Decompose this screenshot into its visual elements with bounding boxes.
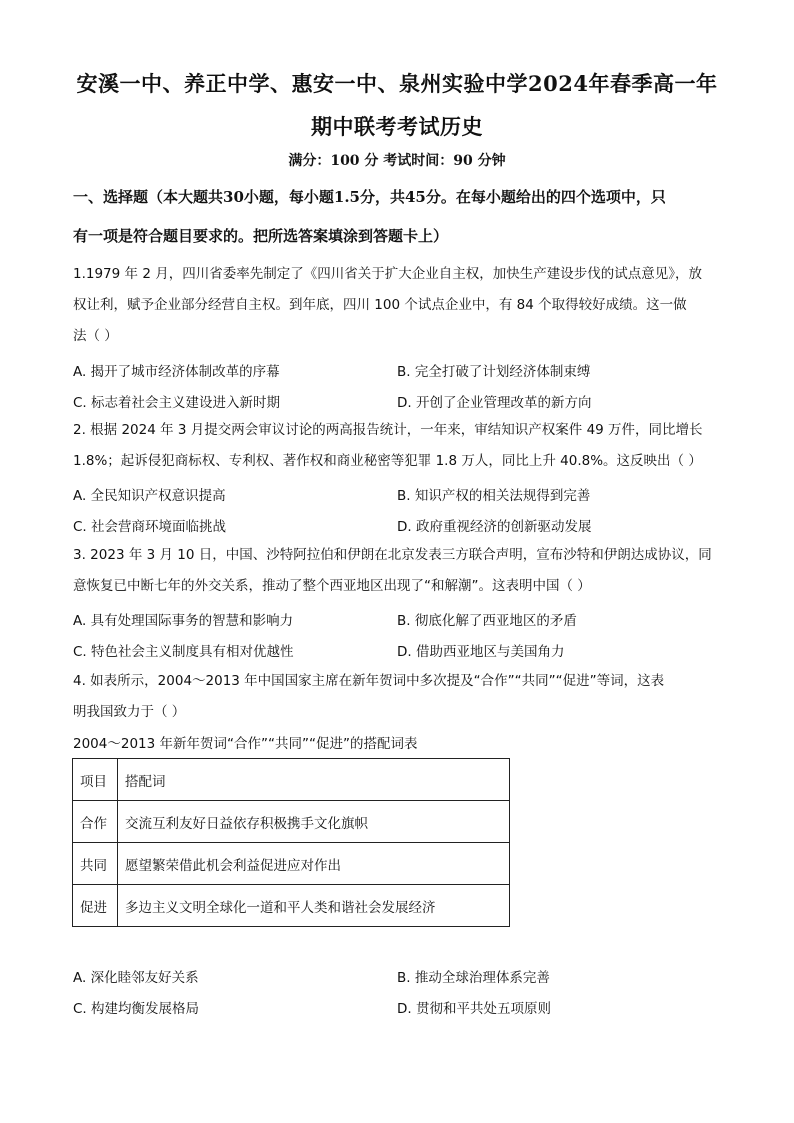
q4-option-b[interactable]: B. 推动全球治理体系完善 (397, 970, 550, 986)
table-cell: 交流互利友好日益依存积极携手文化旗帜 (118, 801, 510, 843)
q2-option-d[interactable]: D. 政府重视经济的创新驱动发展 (397, 519, 592, 535)
question-1-line2: 权让利，赋予企业部分经营自主权。到年底，四川 100 个试点企业中，有 84 个取得较好成绩。这一做 (73, 297, 687, 313)
q4-option-c[interactable]: C. 构建均衡发展格局 (73, 1001, 200, 1017)
q1-option-c[interactable]: C. 标志着社会主义建设进入新时期 (73, 395, 281, 411)
table-row (73, 759, 510, 801)
question-1-line1: 1.1979 年 2 月，四川省委率先制定了《四川省关于扩大企业自主权，加快生产建设步伐的试点意见》，放 (73, 266, 702, 282)
q1-option-a[interactable]: A. 揭开了城市经济体制改革的序幕 (73, 364, 280, 380)
table-cell: 促进 (73, 885, 118, 927)
question-3-line2: 意恢复已中断七年的外交关系，推动了整个西亚地区出现了“和解潮”。这表明中国（ ） (73, 578, 591, 594)
table-row (73, 843, 510, 885)
question-3-line1: 3. 2023 年 3 月 10 日，中国、沙特阿拉伯和伊朗在北京发表三方联合声明，宣布沙特和伊朗达成协议，同 (73, 547, 712, 563)
table-cell: 搭配词 (118, 759, 510, 801)
exam-meta: 满分：100 分 考试时间：90 分钟 (288, 153, 506, 169)
table-row (73, 801, 510, 843)
q4-option-d[interactable]: D. 贯彻和平共处五项原则 (397, 1001, 551, 1017)
table-cell: 愿望繁荣借此机会利益促进应对作出 (118, 843, 510, 885)
q2-option-a[interactable]: A. 全民知识产权意识提高 (73, 488, 226, 504)
q1-option-b[interactable]: B. 完全打破了计划经济体制束缚 (397, 364, 591, 380)
question-2-line2: 1.8%；起诉侵犯商标权、专利权、著作权和商业秘密等犯罪 1.8 万人，同比上升 40.8%。这反映出（ ） (73, 453, 702, 469)
table-caption: 2004～2013 年新年贺词“合作”“共同”“促进”的搭配词表 (73, 736, 418, 752)
table-row (73, 885, 510, 927)
exam-title-line1: 安溪一中、养正中学、惠安一中、泉州实验中学2024年春季高一年 (76, 71, 718, 96)
exam-title-line2: 期中联考考试历史 (311, 114, 483, 139)
table-cell: 项目 (73, 759, 118, 801)
q3-option-d[interactable]: D. 借助西亚地区与美国角力 (397, 644, 565, 660)
question-1-line3: 法（ ） (73, 328, 118, 344)
question-4-line2: 明我国致力于（ ） (73, 704, 186, 720)
q3-option-b[interactable]: B. 彻底化解了西亚地区的矛盾 (397, 613, 577, 629)
question-2-line1: 2. 根据 2024 年 3 月提交两会审议讨论的两高报告统计，一年来，审结知识产权案件 49 万件，同比增长 (73, 422, 703, 438)
section-heading-line1: 一、选择题（本大题共30小题，每小题1.5分，共45分。在每小题给出的四个选项中，只 (73, 188, 666, 206)
question-4-line1: 4. 如表所示，2004～2013 年中国国家主席在新年贺词中多次提及“合作”“共同”“促进”等词，这表 (73, 673, 665, 689)
table-cell: 共同 (73, 843, 118, 885)
q3-option-a[interactable]: A. 具有处理国际事务的智慧和影响力 (73, 613, 294, 629)
table-cell: 多边主义文明全球化一道和平人类和谐社会发展经济 (118, 885, 510, 927)
section-heading-line2: 有一项是符合题目要求的。把所选答案填涂到答题卡上） (73, 227, 449, 245)
table-cell: 合作 (73, 801, 118, 843)
q2-option-b[interactable]: B. 知识产权的相关法规得到完善 (397, 488, 591, 504)
q4-option-a[interactable]: A. 深化睦邻友好关系 (73, 970, 199, 986)
q1-option-d[interactable]: D. 开创了企业管理改革的新方向 (397, 395, 592, 411)
collocation-table (72, 758, 510, 927)
q3-option-c[interactable]: C. 特色社会主义制度具有相对优越性 (73, 644, 294, 660)
q2-option-c[interactable]: C. 社会营商环境面临挑战 (73, 519, 227, 535)
